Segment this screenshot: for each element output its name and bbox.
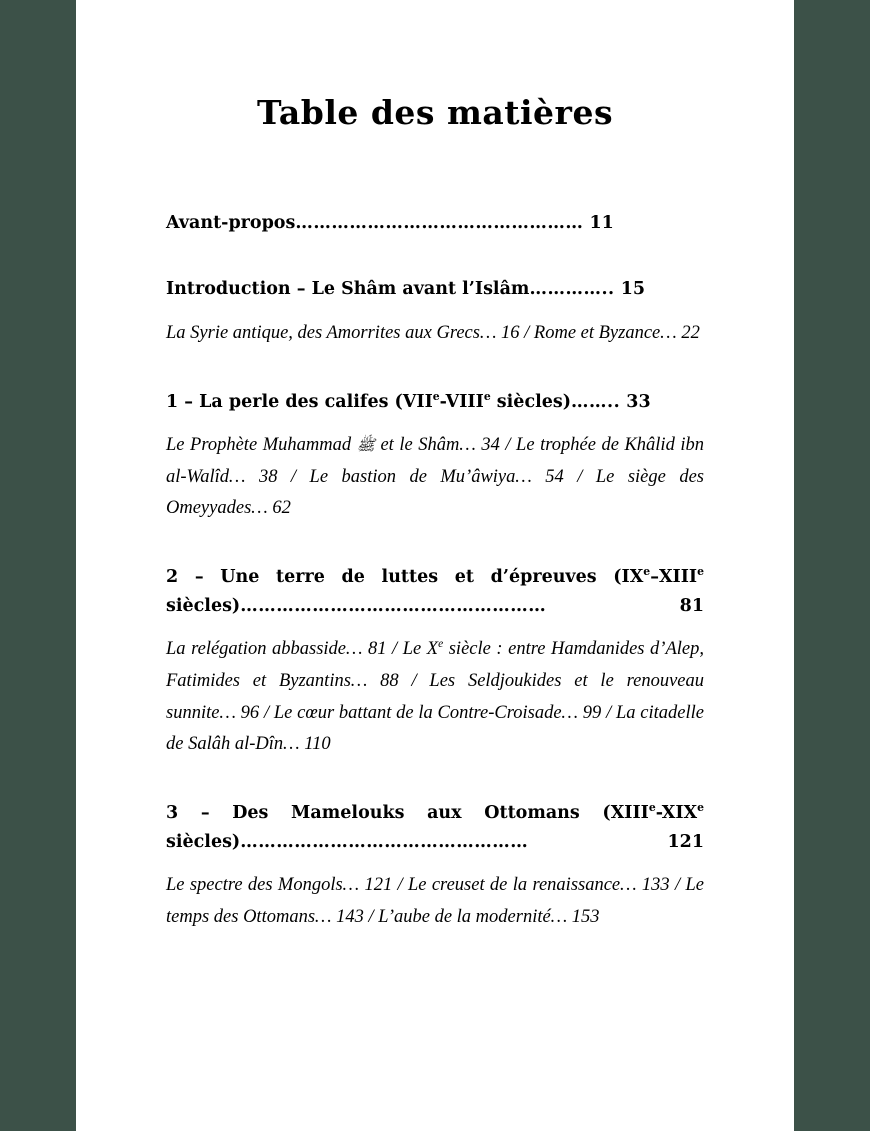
- toc-entry-subentries: Le Prophète Muhammad ﷺ et le Shâm… 34 / Le trophée de Khâlid ibn al-Walîd… 38 / Le bastion de Mu’âwiya… 54 / Le siège des Omeyyades… 62: [166, 434, 704, 519]
- toc-leader-dots: ……..: [571, 391, 621, 412]
- toc-entry-subentries: Le spectre des Mongols… 121 / Le creuset de la renaissance… 133 / Le temps des Ottomans… 143 / L’aube de la modernité… 153: [166, 874, 704, 927]
- toc-entry-heading[interactable]: [166, 209, 704, 237]
- toc-entry[interactable]: [166, 799, 704, 933]
- toc-entry-heading[interactable]: [166, 799, 704, 856]
- toc-entry[interactable]: [166, 209, 704, 237]
- page-title: Table des matières: [256, 93, 614, 132]
- toc-entry-heading[interactable]: [166, 388, 704, 416]
- toc-leader-dots: …………..: [529, 279, 615, 300]
- toc-entry-title: 2 – Une terre de luttes et d’épreuves (IXe–XIIIe siècles): [166, 565, 704, 616]
- toc-entry-title: Avant-propos: [166, 213, 296, 233]
- toc-page-number: 33: [626, 391, 651, 412]
- toc-entry-heading[interactable]: [166, 563, 704, 620]
- book-page: [76, 0, 794, 1131]
- toc-entry-title: 3 – Des Mamelouks aux Ottomans (XIIIe-XIXe siècles): [166, 801, 704, 852]
- toc-entry[interactable]: [166, 275, 704, 349]
- toc-entry-title: Introduction – Le Shâm avant l’Islâm: [166, 279, 530, 300]
- toc-page-number: 81: [679, 595, 704, 616]
- pbuh-icon: ﷺ: [356, 436, 375, 454]
- toc-content: [166, 0, 704, 934]
- toc-entry-subentries: La Syrie antique, des Amorrites aux Grecs… 16 / Rome et Byzance… 22: [166, 322, 700, 343]
- toc-entry[interactable]: [166, 563, 704, 761]
- toc-leader-dots: ……………………………………………: [240, 595, 547, 616]
- toc-leader-dots: …………………………………………: [295, 213, 584, 233]
- toc-entry[interactable]: [166, 388, 704, 526]
- toc-entry-heading[interactable]: [166, 275, 704, 303]
- toc-entry-title: 1 – La perle des califes (VIIe-VIIIe siècles): [166, 389, 572, 412]
- toc-leader-dots: …………………………………………: [240, 831, 529, 852]
- toc-page-number: 121: [667, 831, 704, 852]
- toc-page-number: 15: [620, 279, 646, 300]
- toc-page-number: 11: [589, 213, 614, 233]
- toc-entry-subentries: La relégation abbasside… 81 / Le Xe siècle : entre Hamdanides d’Alep, Fatimides et Byzantins… 88 / Les Seldjoukides et le renouveau sunnite… 96 / Le cœur battant de la Contre-Croisade… 99 / La citadelle de Salâh al-Dîn… 110: [166, 637, 704, 755]
